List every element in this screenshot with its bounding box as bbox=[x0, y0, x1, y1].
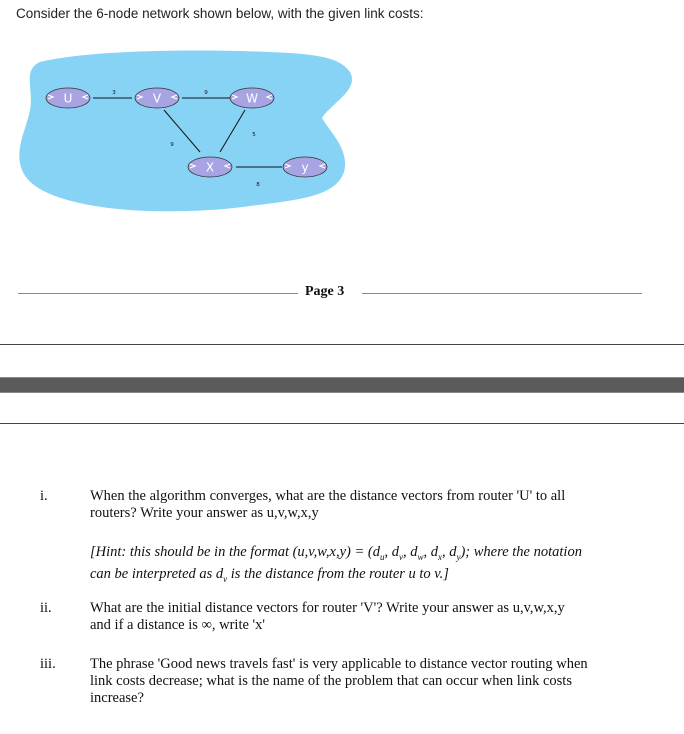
hint-line-2: can be interpreted as $d_v$ is the distance from the router u to v.] bbox=[90, 565, 449, 584]
question-1-text bbox=[90, 488, 650, 522]
hint-text bbox=[90, 544, 650, 588]
question-1-number: i. bbox=[40, 488, 48, 504]
svg-text:X: X bbox=[205, 160, 215, 175]
question-1-line-2: routers? Write your answer as u,v,w,x,y bbox=[90, 505, 319, 521]
cost-u-v: 3 bbox=[112, 90, 116, 96]
intro-text: Consider the 6-node network shown below, with the given link costs: bbox=[16, 6, 424, 21]
cost-v-x: 9 bbox=[170, 142, 174, 148]
cost-x-y: 8 bbox=[256, 182, 260, 188]
question-2-line-1: What are the initial distance vectors for router 'V'? Write your answer as u,v,w,x,y bbox=[90, 600, 565, 616]
question-2-text bbox=[90, 600, 650, 634]
svg-text:W: W bbox=[246, 91, 258, 106]
question-2-line-2: and if a distance is ∞, write 'x' bbox=[90, 617, 266, 633]
question-3-line-2: link costs decrease; what is the name of the problem that can occur when link costs bbox=[90, 673, 572, 689]
svg-text:U: U bbox=[63, 91, 73, 106]
svg-text:V: V bbox=[152, 91, 162, 106]
router-y-icon bbox=[283, 157, 327, 177]
page-divider-top bbox=[0, 344, 684, 345]
question-3-text bbox=[90, 656, 650, 707]
cost-v-w: 9 bbox=[204, 90, 208, 96]
question-3-line-3: increase? bbox=[90, 690, 144, 706]
question-2-number: ii. bbox=[40, 600, 52, 616]
router-v-icon bbox=[135, 88, 179, 108]
footer-rule-left bbox=[18, 293, 298, 294]
router-w-icon bbox=[230, 88, 274, 108]
page-number: Page 3 bbox=[305, 284, 345, 299]
network-cloud bbox=[19, 50, 352, 211]
svg-text:y: y bbox=[301, 160, 309, 175]
question-3-line-1: The phrase 'Good news travels fast' is very applicable to distance vector routing when bbox=[90, 656, 588, 672]
network-diagram bbox=[0, 0, 684, 240]
hint-line-1: [Hint: this should be in the format $(u,v,w,x,y) = (d_u$, $d_v$, $d_w$, $d_x$, $d_y$); where the notation bbox=[90, 544, 582, 562]
page-footer bbox=[0, 284, 684, 304]
cost-w-x: 5 bbox=[252, 132, 256, 138]
page-break-bar bbox=[0, 377, 684, 393]
question-1-line-1: When the algorithm converges, what are the distance vectors from router 'U' to all bbox=[90, 488, 566, 504]
question-3-number: iii. bbox=[40, 656, 56, 672]
page-divider-bottom bbox=[0, 423, 684, 424]
router-x-icon bbox=[188, 157, 232, 177]
router-u-icon bbox=[46, 88, 90, 108]
footer-rule-right bbox=[362, 293, 642, 294]
